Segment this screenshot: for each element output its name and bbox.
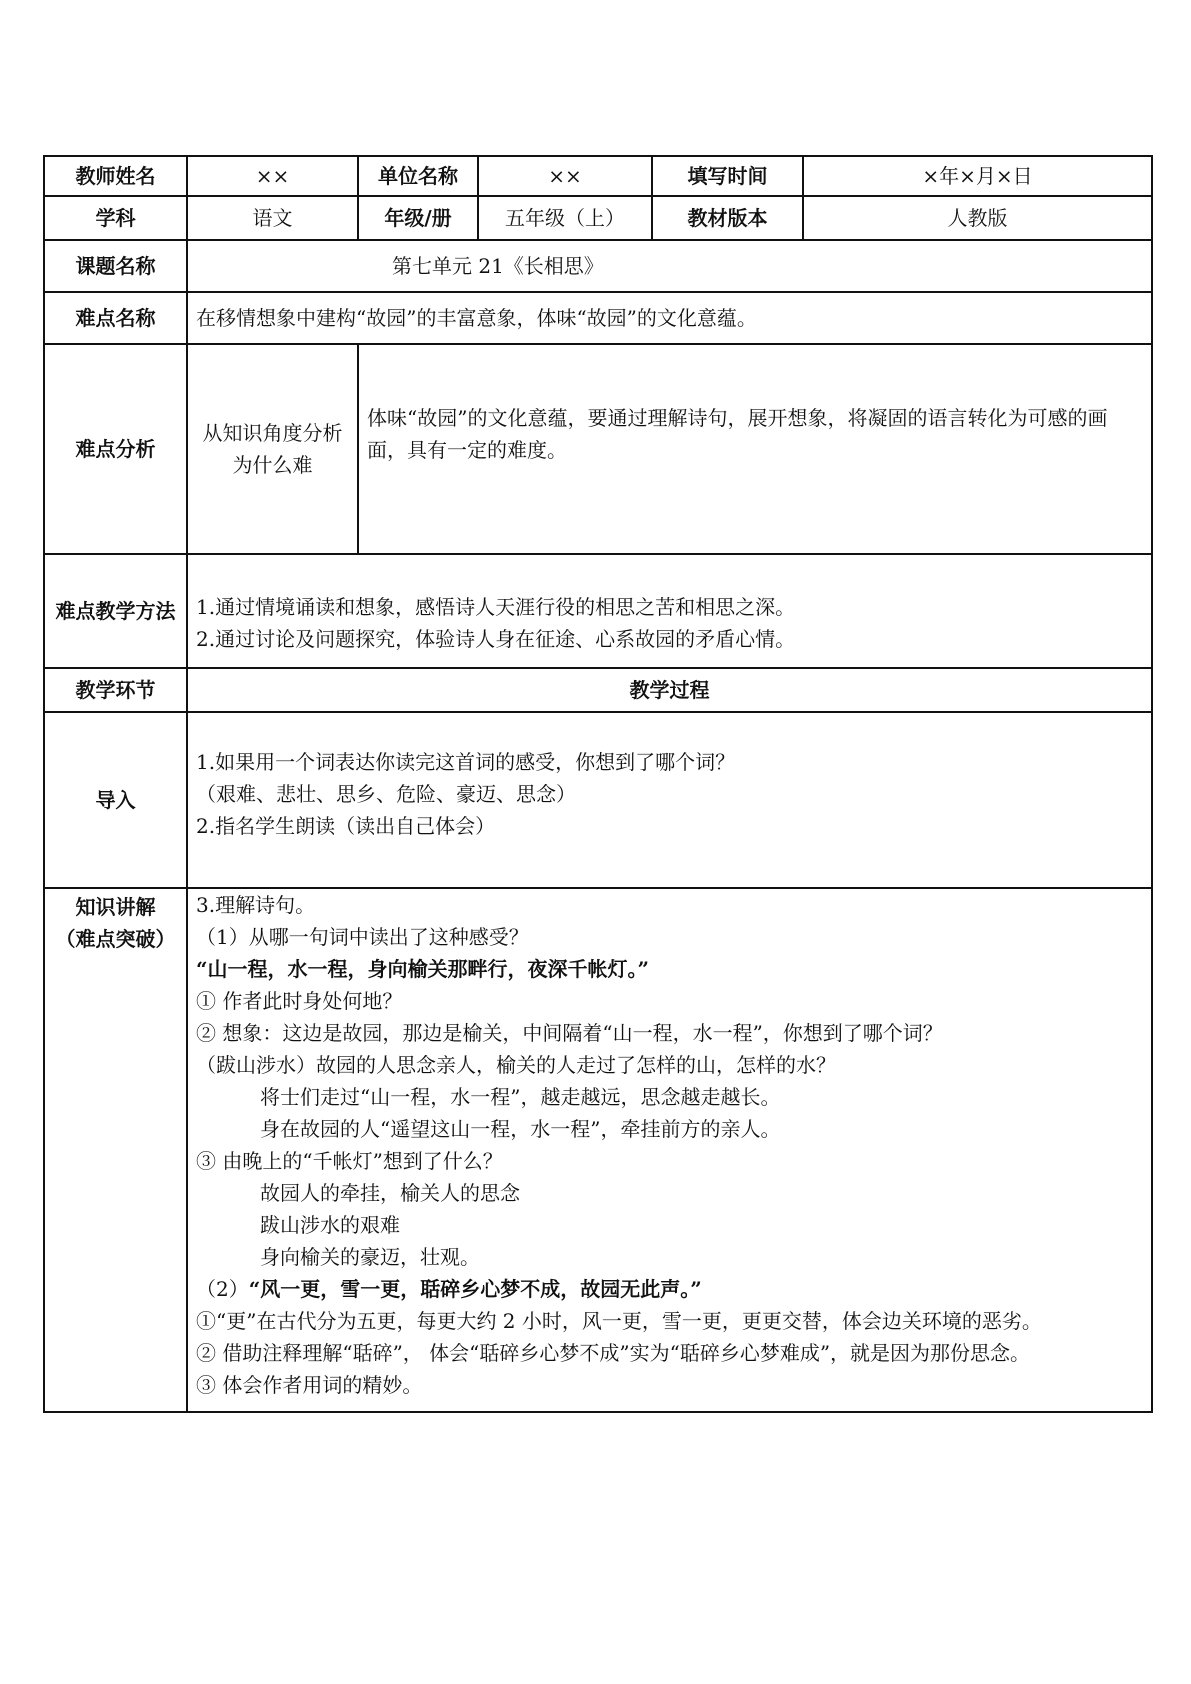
lesson-plan-page [43,155,1151,1413]
grade-value: 五年级（上） [478,196,652,240]
knowledge-line: ①“更”在古代分为五更，每更大约 2 小时，风一更，雪一更，更更交替，体会边关环境的恶劣。 [196,1309,1042,1333]
date-label: 填写时间 [652,156,803,196]
method-line-1: 1.通过情境诵读和想象，感悟诗人天涯行役的相思之苦和相思之深。 [196,595,796,619]
method-row [44,554,1152,668]
knowledge-line: 将士们走过“山一程，水一程”，越走越远，思念越走越长。 [260,1085,781,1109]
knowledge-row [44,888,1152,1412]
analysis-row [44,344,1152,554]
knowledge-poem-line-2 [196,1273,1143,1305]
knowledge-line: 跋山涉水的艰难 [260,1213,400,1237]
knowledge-line: ② 想象：这边是故园，那边是榆关，中间隔着“山一程，水一程”，你想到了哪个词？ [196,1021,943,1045]
topic-value: 第七单元 21《长相思》 [187,240,1152,292]
edition-label: 教材版本 [652,196,803,240]
grade-label: 年级/册 [358,196,478,240]
knowledge-content [187,888,1152,1412]
header-row-1 [44,156,1152,196]
knowledge-label-line-2: （难点突破） [55,927,176,951]
edition-value: 人教版 [803,196,1152,240]
teacher-label: 教师姓名 [44,156,187,196]
intro-row [44,712,1152,888]
subject-label: 学科 [44,196,187,240]
knowledge-line: 3.理解诗句。 [196,893,316,917]
knowledge-line: 身在故园的人“遥望这山一程，水一程”，牵挂前方的亲人。 [260,1117,781,1141]
knowledge-poem-line-1: “山一程，水一程，身向榆关那畔行，夜深千帐灯。” [196,957,650,981]
method-line-2: 2.通过讨论及问题探究，体验诗人身在征途、心系故园的矛盾心情。 [196,627,796,651]
unit-label: 单位名称 [358,156,478,196]
topic-row [44,240,1152,292]
knowledge-label-line-1: 知识讲解 [75,895,156,919]
knowledge-line: （跋山涉水）故园的人思念亲人，榆关的人走过了怎样的山，怎样的水？ [196,1053,836,1077]
analysis-sub-label: 从知识角度分析为什么难 [187,344,358,554]
intro-label: 导入 [44,712,187,888]
knowledge-poem-prefix: （2） [196,1277,249,1301]
method-label: 难点教学方法 [44,554,187,668]
method-content [187,554,1152,668]
lesson-plan-table [43,155,1153,1413]
difficulty-row [44,292,1152,344]
intro-line-1: 1.如果用一个词表达你读完这首词的感受，你想到了哪个词？ [196,750,736,774]
knowledge-line: ③ 体会作者用词的精妙。 [196,1373,423,1397]
analysis-label: 难点分析 [44,344,187,554]
header-row-2 [44,196,1152,240]
knowledge-label [44,888,187,1412]
intro-content [187,712,1152,888]
process-label: 教学过程 [187,668,1152,712]
knowledge-line: 故园人的牵挂，榆关人的思念 [260,1181,520,1205]
difficulty-label: 难点名称 [44,292,187,344]
subject-value: 语文 [187,196,358,240]
knowledge-line: ② 借助注释理解“聒碎”， 体会“聒碎乡心梦不成”实为“聒碎乡心梦难成”，就是因为那份思念。 [196,1341,1031,1365]
knowledge-line: ③ 由晚上的“千帐灯”想到了什么？ [196,1149,503,1173]
intro-line-2: （艰难、悲壮、思乡、危险、豪迈、思念） [196,782,576,806]
difficulty-value: 在移情想象中建构“故园”的丰富意象，体味“故园”的文化意蕴。 [187,292,1152,344]
knowledge-line: ① 作者此时身处何地？ [196,989,403,1013]
process-stage-label: 教学环节 [44,668,187,712]
process-header-row [44,668,1152,712]
knowledge-line: （1）从哪一句词中读出了这种感受？ [196,925,529,949]
knowledge-line: 身向榆关的豪迈，壮观。 [260,1245,480,1269]
intro-line-3: 2.指名学生朗读（读出自己体会） [196,814,496,838]
analysis-value: 体味“故园”的文化意蕴，要通过理解诗句，展开想象，将凝固的语言转化为可感的画面，具有一定的难度。 [358,344,1152,554]
teacher-value: ×× [187,156,358,196]
topic-label: 课题名称 [44,240,187,292]
date-value: ×年×月×日 [803,156,1152,196]
unit-value: ×× [478,156,652,196]
knowledge-poem-text: “风一更，雪一更，聒碎乡心梦不成，故园无此声。” [248,1277,702,1301]
